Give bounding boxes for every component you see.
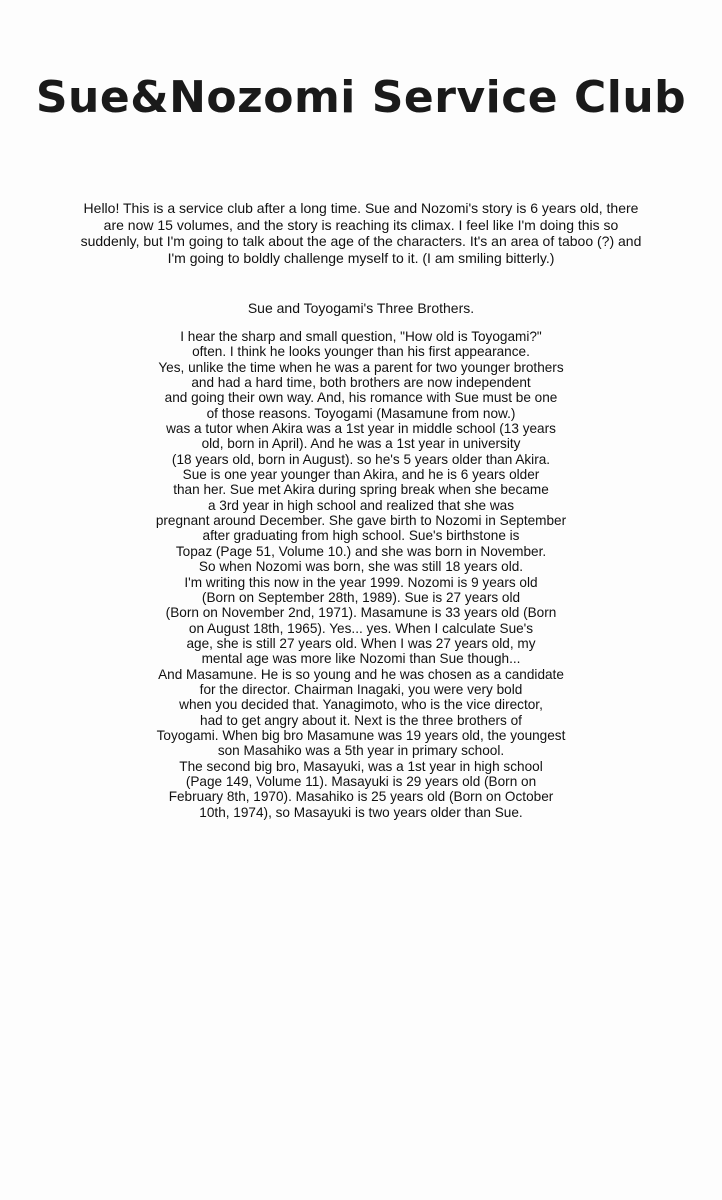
body-line: Topaz (Page 51, Volume 10.) and she was born in November. (175, 543, 547, 559)
body-line: (18 years old, born in August). so he's 5 years older than Akira. (171, 451, 551, 467)
body-line: after graduating from high school. Sue's birthstone is (202, 528, 520, 544)
body-line: old, born in April). And he was a 1st year in university (201, 436, 521, 452)
body-line: (Born on September 28th, 1989). Sue is 27 years old (201, 589, 521, 605)
page-title: Sue&Nozomi Service Club (35, 72, 687, 123)
intro-paragraph: Hello! This is a service club after a long time. Sue and Nozomi's story is 6 years old, there are now 15 volumes, and the story is reaching its climax. I feel like I'm doing this so suddenly, but I'm going to talk about the age of the characters. It's an area of taboo (?) and I'm going to boldly challenge myself to it. (I am smiling bitterly.) (80, 200, 642, 266)
body-line: than her. Sue met Akira during spring break when she became (173, 482, 549, 498)
body-line: (Born on November 2nd, 1971). Masamune is 33 years old (Born (165, 605, 557, 621)
body-line: Yes, unlike the time when he was a parent for two younger brothers (158, 359, 564, 375)
body-line: on August 18th, 1965). Yes... yes. When I calculate Sue's (188, 620, 534, 636)
section-title: Sue and Toyogami's Three Brothers. (247, 300, 475, 316)
body-line: pregnant around December. She gave birth to Nozomi in September (155, 513, 567, 529)
body-line: So when Nozomi was born, she was still 18 years old. (198, 559, 524, 575)
body-line: age, she is still 27 years old. When I was 27 years old, my (186, 635, 536, 651)
body-line: had to get angry about it. Next is the three brothers of (200, 712, 522, 728)
body-line: Toyogami. When big bro Masamune was 19 years old, the youngest (156, 727, 566, 743)
body-line: when you decided that. Yanagimoto, who is the vice director, (179, 697, 543, 713)
body-line: Sue is one year younger than Akira, and he is 6 years older (182, 467, 540, 483)
body-text (0, 329, 722, 820)
body-line: 10th, 1974), so Masayuki is two years older than Sue. (199, 804, 523, 820)
body-line: son Masahiko was a 5th year in primary school. (217, 743, 505, 759)
body-line: And Masamune. He is so young and he was chosen as a candidate (158, 666, 564, 682)
body-line: I hear the sharp and small question, "How old is Toyogami?" (180, 329, 542, 344)
body-line: I'm writing this now in the year 1999. Nozomi is 9 years old (184, 574, 538, 590)
body-line: mental age was more like Nozomi than Sue though... (201, 651, 521, 667)
body-line: and had a hard time, both brothers are now independent (191, 375, 531, 391)
body-line: and going their own way. And, his romance with Sue must be one (164, 390, 558, 406)
body-line: of those reasons. Toyogami (Masamune from now.) (206, 405, 516, 421)
body-line: often. I think he looks younger than his first appearance. (192, 344, 530, 360)
body-line: was a tutor when Akira was a 1st year in middle school (13 years (166, 421, 556, 437)
body-line: for the director. Chairman Inagaki, you were very bold (199, 681, 523, 697)
body-line: (Page 149, Volume 11). Masayuki is 29 years old (Born on (185, 773, 537, 789)
body-line: The second big bro, Masayuki, was a 1st year in high school (179, 758, 543, 774)
body-line: a 3rd year in high school and realized that she was (207, 497, 515, 513)
body-line: February 8th, 1970). Masahiko is 25 years old (Born on October (168, 789, 554, 805)
